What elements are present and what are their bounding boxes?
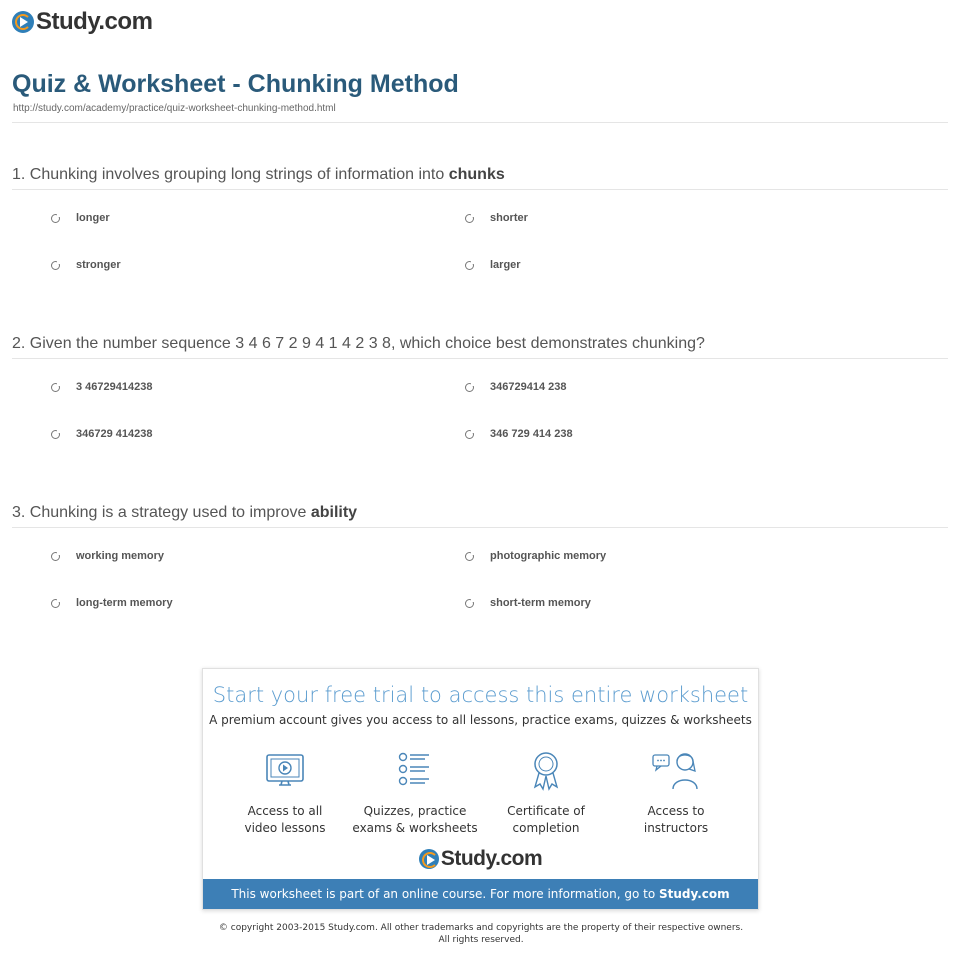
- feature-label: Access to: [647, 804, 705, 818]
- divider: [12, 358, 948, 359]
- question-3: [12, 504, 357, 522]
- logo-text: Study.com: [36, 8, 153, 35]
- divider: [12, 527, 948, 528]
- free-trial-promo: [202, 668, 759, 910]
- page-url[interactable]: http://study.com/academy/practice/quiz-worksheet-chunking-method.html: [13, 103, 336, 114]
- answer-option[interactable]: [51, 212, 110, 224]
- promo-study-logo[interactable]: [203, 847, 758, 871]
- radio-icon[interactable]: [51, 383, 60, 392]
- option-label: stronger: [76, 259, 121, 271]
- radio-icon[interactable]: [51, 430, 60, 439]
- feature-label: instructors: [643, 821, 709, 835]
- divider: [12, 189, 948, 190]
- feature-label: Certificate of: [507, 804, 585, 818]
- radio-icon[interactable]: [465, 599, 474, 608]
- option-label: short-term memory: [490, 597, 591, 609]
- radio-icon[interactable]: [51, 214, 60, 223]
- radio-icon[interactable]: [465, 430, 474, 439]
- question-keyword: ability: [310, 504, 358, 521]
- feature-quizzes: [350, 749, 480, 837]
- radio-icon[interactable]: [51, 552, 60, 561]
- option-label: shorter: [490, 212, 528, 224]
- option-label: 346 729 414 238: [490, 428, 573, 440]
- answer-option[interactable]: [465, 428, 573, 440]
- copyright: [0, 922, 962, 946]
- radio-icon[interactable]: [465, 383, 474, 392]
- feature-label: exams & worksheets: [352, 821, 478, 835]
- answer-option[interactable]: [465, 381, 566, 393]
- option-label: 346729 414238: [76, 428, 153, 440]
- instructor-icon: [651, 749, 701, 793]
- feature-label: video lessons: [244, 821, 326, 835]
- feature-label: Quizzes, practice: [363, 804, 467, 818]
- feature-video-lessons: [220, 749, 350, 837]
- feature-certificate: [481, 749, 611, 837]
- answer-option[interactable]: [51, 381, 152, 393]
- option-label: larger: [490, 259, 521, 271]
- feature-label: Access to all: [247, 804, 323, 818]
- play-logo-icon: [419, 849, 439, 869]
- option-label: working memory: [76, 550, 165, 562]
- video-lesson-icon: [263, 749, 307, 793]
- question-number: 2.: [12, 335, 26, 352]
- copyright-line: © copyright 2003-2015 Study.com. All other trademarks and copyrights are the property of their respective owners.: [218, 923, 744, 933]
- option-label: 3 46729414238: [76, 381, 153, 393]
- option-label: photographic memory: [490, 550, 607, 562]
- promo-headline[interactable]: Start your free trial to access this entire worksheet: [212, 683, 749, 707]
- answer-option[interactable]: [465, 550, 606, 562]
- answer-option[interactable]: [51, 259, 121, 271]
- answer-option[interactable]: [465, 597, 591, 609]
- feature-instructors: [611, 749, 741, 837]
- promo-subline: A premium account gives you access to all lessons, practice exams, quizzes & worksheets: [209, 713, 752, 727]
- study-link[interactable]: Study.com: [659, 887, 730, 901]
- question-text: Given the number sequence 3 4 6 7 2 9 4 1 4 2 3 8, which choice best demonstrates chunking?: [29, 335, 705, 352]
- question-keyword: chunks: [448, 166, 505, 183]
- certificate-icon: [524, 749, 568, 793]
- option-label: longer: [76, 212, 110, 224]
- quiz-list-icon: [393, 749, 437, 793]
- copyright-line: All rights reserved.: [438, 935, 524, 945]
- question-text: Chunking is a strategy used to improve: [29, 504, 307, 521]
- answer-option[interactable]: [465, 212, 528, 224]
- logo-text: Study.com: [440, 847, 543, 870]
- page-title: Quiz & Worksheet - Chunking Method: [12, 70, 459, 98]
- question-number: 3.: [12, 504, 26, 521]
- question-text: Chunking involves grouping long strings of information into: [29, 166, 445, 183]
- play-logo-icon: [12, 11, 34, 33]
- radio-icon[interactable]: [51, 261, 60, 270]
- answer-option[interactable]: [465, 259, 521, 271]
- feature-label: completion: [512, 821, 580, 835]
- question-number: 1.: [12, 166, 26, 183]
- radio-icon[interactable]: [465, 261, 474, 270]
- promo-bar-text: This worksheet is part of an online course. For more information, go to: [231, 887, 656, 901]
- question-1: [12, 166, 505, 184]
- study-logo[interactable]: [12, 8, 152, 36]
- answer-option[interactable]: [51, 428, 152, 440]
- answer-option[interactable]: [51, 597, 173, 609]
- radio-icon[interactable]: [51, 599, 60, 608]
- promo-info-bar: [203, 879, 758, 909]
- option-label: long-term memory: [76, 597, 173, 609]
- answer-option[interactable]: [51, 550, 164, 562]
- question-2: [12, 335, 705, 353]
- divider: [12, 122, 948, 123]
- option-label: 346729414 238: [490, 381, 567, 393]
- radio-icon[interactable]: [465, 552, 474, 561]
- radio-icon[interactable]: [465, 214, 474, 223]
